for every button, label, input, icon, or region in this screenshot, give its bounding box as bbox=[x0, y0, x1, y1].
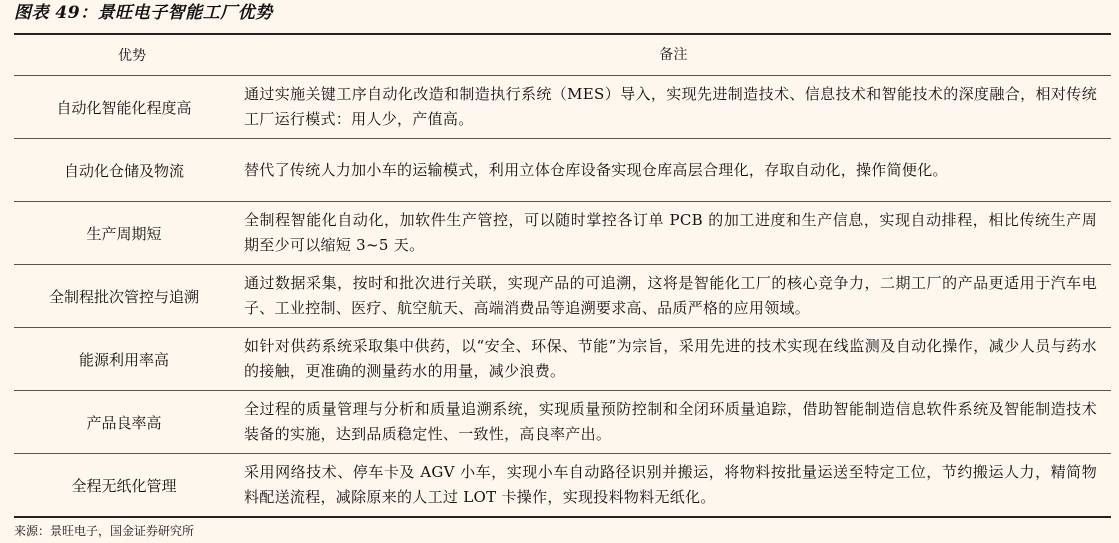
advantage-cell: 产品良率高 bbox=[86, 413, 162, 432]
advantage-cell: 全制程批次管控与追溯 bbox=[48, 287, 199, 306]
note-cell bbox=[234, 139, 1111, 201]
source-note: 来源：景旺电子，国金证券研究所 bbox=[14, 524, 195, 538]
header-advantage: 优势 bbox=[118, 48, 146, 64]
advantage-cell: 生产周期短 bbox=[86, 224, 162, 243]
note-cell bbox=[234, 265, 1111, 327]
note-cell bbox=[234, 202, 1111, 264]
note-cell bbox=[234, 328, 1111, 390]
table-row bbox=[14, 328, 1111, 391]
table-row bbox=[14, 202, 1111, 265]
note-text: 通过实施关键工序自动化改造和制造执行系统（MES）导入，实现先进制造技术、信息技术和智能技术的深度融合，相对传统工厂运行模式：用人少，产值高。 bbox=[244, 85, 1097, 128]
table-header-row bbox=[14, 33, 1111, 76]
table-row bbox=[14, 454, 1111, 518]
advantage-cell: 自动化仓储及物流 bbox=[63, 161, 184, 180]
advantage-cell: 能源利用率高 bbox=[78, 350, 169, 369]
table-row bbox=[14, 391, 1111, 454]
advantage-cell: 全程无纸化管理 bbox=[71, 476, 177, 495]
advantage-cell: 自动化智能化程度高 bbox=[56, 98, 192, 117]
note-text: 采用网络技术、停车卡及 AGV 小车，实现小车自动路径识别并搬运，将物料按批量运送至特定工位，节约搬运人力，精简物料配送流程，减除原来的人工过 LOT 卡操作，实现投料物料无纸化。 bbox=[244, 463, 1097, 506]
table-row bbox=[14, 76, 1111, 139]
note-cell bbox=[234, 454, 1111, 516]
note-text: 全过程的质量管理与分析和质量追溯系统，实现质量预防控制和全闭环质量追踪，借助智能制造信息软件系统及智能制造技术装备的实施，达到品质稳定性、一致性，高良率产出。 bbox=[244, 400, 1097, 443]
figure-title: 图表 49：景旺电子智能工厂优势 bbox=[14, 3, 273, 23]
table-row bbox=[14, 139, 1111, 202]
advantages-table bbox=[14, 33, 1111, 518]
note-text: 全制程智能化自动化，加软件生产管控，可以随时掌控各订单 PCB 的加工进度和生产信息，实现自动排程，相比传统生产周期至少可以缩短 3~5 天。 bbox=[244, 211, 1097, 254]
note-cell bbox=[234, 76, 1111, 138]
note-text: 通过数据采集，按时和批次进行关联，实现产品的可追溯，这将是智能化工厂的核心竞争力，二期工厂的产品更适用于汽车电子、工业控制、医疗、航空航天、高端消费品等追溯要求高、品质严格的应用领域。 bbox=[244, 274, 1097, 317]
note-text: 如针对供药系统采取集中供药，以“安全、环保、节能”为宗旨，采用先进的技术实现在线监测及自动化操作，减少人员与药水的接触，更准确的测量药水的用量，减少浪费。 bbox=[244, 337, 1097, 380]
note-text: 替代了传统人力加小车的运输模式，利用立体仓库设备实现仓库高层合理化，存取自动化，操作简便化。 bbox=[244, 160, 948, 179]
header-note: 备注 bbox=[659, 46, 688, 63]
table-row bbox=[14, 265, 1111, 328]
note-cell bbox=[234, 391, 1111, 453]
